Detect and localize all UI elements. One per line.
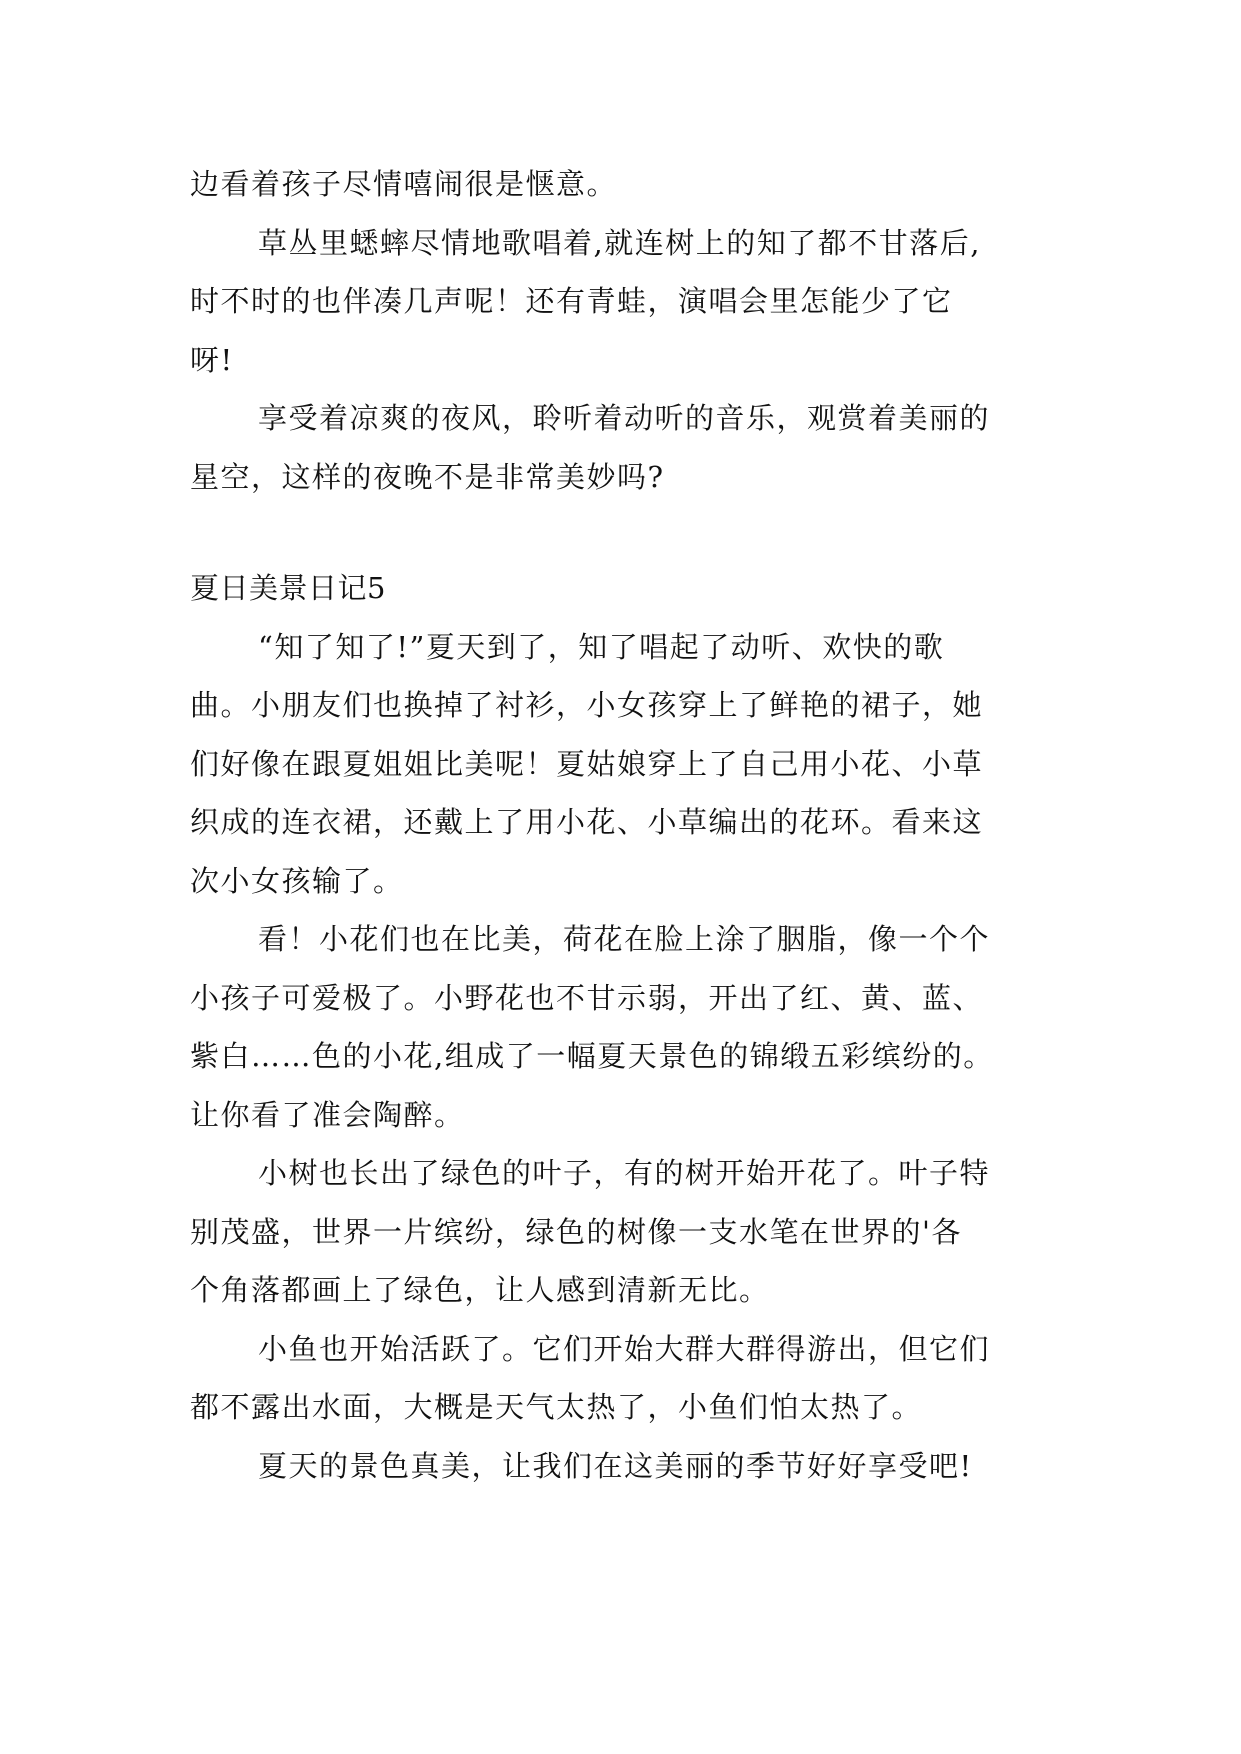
paragraph-fish bbox=[190, 1320, 1090, 1437]
text-line: 次小女孩输了。 bbox=[190, 863, 404, 898]
text-line: 星空，这样的夜晚不是非常美妙吗? bbox=[190, 459, 665, 494]
paragraph-flowers bbox=[190, 910, 1090, 1144]
section-heading bbox=[190, 559, 1090, 618]
paragraph-crickets bbox=[190, 214, 1090, 390]
text-line: 夏天的景色真美，让我们在这美丽的季节好好享受吧! bbox=[258, 1448, 973, 1483]
text-line: 织成的连衣裙，还戴上了用小花、小草编出的花环。看来这 bbox=[190, 805, 984, 839]
document-body bbox=[190, 155, 1090, 1495]
text-line: 呀! bbox=[190, 342, 234, 377]
text-line: 时不时的也伴凑几声呢！还有青蛙，演唱会里怎能少了它 bbox=[190, 284, 953, 318]
paragraph-trees bbox=[190, 1144, 1090, 1320]
paragraph-closing bbox=[190, 1437, 1090, 1496]
text-line: 小鱼也开始活跃了。它们开始大群大群得游出，但它们 bbox=[258, 1331, 991, 1366]
text-line: 紫白……色的小花,组成了一幅夏天景色的锦缎五彩缤纷的。 bbox=[190, 1039, 994, 1073]
text-line: 看！小花们也在比美，荷花在脸上涂了胭脂，像一个个 bbox=[258, 922, 991, 956]
text-line: 都不露出水面，大概是天气太热了，小鱼们怕太热了。 bbox=[190, 1390, 923, 1424]
text-line: 小树也长出了绿色的叶子，有的树开始开花了。叶子特 bbox=[258, 1156, 991, 1190]
paragraph-continuation bbox=[190, 155, 1090, 214]
text-line: 享受着凉爽的夜风，聆听着动听的音乐，观赏着美丽的 bbox=[258, 401, 991, 435]
text-line: “知了知了!”夏天到了，知了唱起了动听、欢快的歌 bbox=[258, 629, 945, 664]
text-line: 曲。小朋友们也换掉了衬衫，小女孩穿上了鲜艳的裙子，她 bbox=[190, 688, 984, 722]
text-line: 边看着孩子尽情嘻闹很是惬意。 bbox=[190, 167, 618, 201]
section-gap bbox=[190, 506, 1090, 559]
paragraph-cicada bbox=[190, 618, 1090, 911]
heading-text: 夏日美景日记5 bbox=[190, 571, 386, 605]
text-line: 们好像在跟夏姐姐比美呢！夏姑娘穿上了自己用小花、小草 bbox=[190, 746, 984, 781]
text-line: 草丛里蟋蟀尽情地歌唱着,就连树上的知了都不甘落后, bbox=[258, 225, 981, 260]
paragraph-night bbox=[190, 389, 1090, 506]
text-line: 别茂盛，世界一片缤纷，绿色的树像一支水笔在世界的'各 bbox=[190, 1214, 962, 1249]
text-line: 小孩子可爱极了。小野花也不甘示弱，开出了红、黄、蓝、 bbox=[190, 980, 984, 1015]
text-line: 个角落都画上了绿色，让人感到清新无比。 bbox=[190, 1273, 770, 1307]
text-line: 让你看了准会陶醉。 bbox=[190, 1097, 465, 1132]
